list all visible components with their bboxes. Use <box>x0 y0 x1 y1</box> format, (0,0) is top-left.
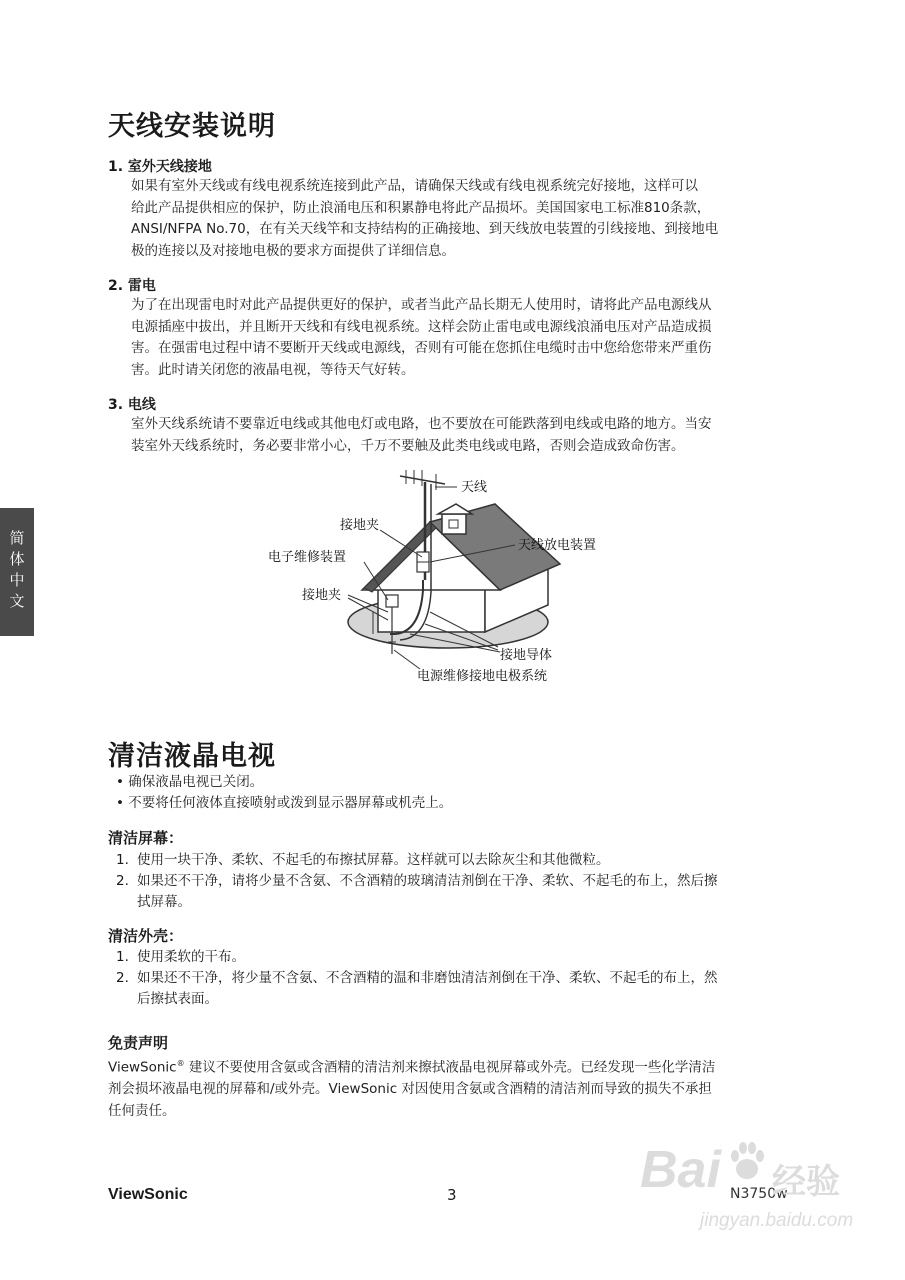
watermark-url: jingyan.baidu.com <box>700 1210 854 1231</box>
clean-screen-item: 如果还不干净，请将少量不含氨、不含酒精的玻璃清洁剂倒在干净、柔软、不起毛的布上，然后擦 <box>137 873 718 889</box>
label-ground-clamp-top: 接地夹 <box>340 518 380 533</box>
clean-case-item-cont: 后擦拭表面。 <box>137 991 218 1007</box>
body-line: 害。此时请关闭您的液晶电视，等待天气好转。 <box>131 361 415 378</box>
section-body-power-lines <box>131 414 712 457</box>
antenna-section-title: 天线安装说明 <box>108 111 276 142</box>
service-box <box>386 595 398 607</box>
disclaimer-brand: ViewSonic <box>108 1059 177 1076</box>
cleaning-bullet: • 确保液晶电视已关闭。 <box>116 774 264 790</box>
label-ground-conductor: 接地导体 <box>500 648 553 663</box>
disclaimer-body <box>108 1053 715 1122</box>
body-line: 电源插座中拔出，并且断开天线和有线电视系统。这样会防止雷电或电源线浪涌电压对产品造成损 <box>131 318 712 335</box>
paw-icon <box>725 1140 769 1184</box>
clean-screen-item-num: 1. <box>116 852 129 868</box>
clean-case-item: 如果还不干净，将少量不含氨、不含酒精的温和非磨蚀清洁剂倒在干净、柔软、不起毛的布上，然 <box>137 970 718 986</box>
label-service-equipment: 电子维修装置 <box>268 550 347 565</box>
clean-screen-item-cont: 拭屏幕。 <box>137 894 191 910</box>
section-body-lightning <box>131 295 712 381</box>
language-side-tab-label: 简体中文 <box>7 530 26 614</box>
footer-page-number: 3 <box>447 1186 457 1204</box>
disclaimer-heading: 免责声明 <box>108 1034 169 1052</box>
clean-case-item-num: 1. <box>116 949 129 965</box>
cleaning-bullet: • 不要将任何液体直接喷射或泼到显示器屏幕或机壳上。 <box>116 795 453 811</box>
body-line: 为了在出现雷电时对此产品提供更好的保护，或者当此产品长期无人使用时，请将此产品电源线从 <box>131 297 712 313</box>
footer-brand: ViewSonic <box>108 1186 188 1203</box>
section-body-outdoor-grounding <box>131 176 718 262</box>
clean-case-heading: 清洁外壳： <box>108 927 184 945</box>
body-line: 给此产品提供相应的保护，防止浪涌电压和积累静电将此产品损坏。美国国家电工标准810条款， <box>131 199 711 216</box>
leader-electrode <box>394 650 420 669</box>
body-line: 极的连接以及对接地电极的要求方面提供了详细信息。 <box>131 242 455 259</box>
disclaimer-line <box>108 1053 715 1079</box>
body-line: ANSI/NFPA No.70，在有关天线竿和支持结构的正确接地、到天线放电装置的引线接地、到接地电 <box>131 221 719 237</box>
clean-screen-heading: 清洁屏幕： <box>108 829 184 847</box>
body-line: 害。在强雷电过程中请不要断开天线或电源线，否则有可能在您抓住电缆时击中您给您带来严重伤 <box>131 340 712 356</box>
cleaning-section-title: 清洁液晶电视 <box>108 741 276 772</box>
body-line: 室外天线系统请不要靠近电线或其他电灯或电路，也不要放在可能跌落到电线或电路的地方。当安 <box>131 416 712 432</box>
label-discharge-unit: 天线放电装置 <box>518 538 597 553</box>
watermark-logo: Bai <box>640 1141 721 1199</box>
registered-mark: ® <box>176 1059 185 1068</box>
chimney-cap <box>438 504 472 514</box>
label-ground-clamp-bottom: 接地夹 <box>302 588 342 603</box>
antenna-grounding-diagram <box>260 462 620 687</box>
clean-screen-item-num: 2. <box>116 873 129 889</box>
label-antenna: 天线 <box>461 480 488 495</box>
clean-case-item-num: 2. <box>116 970 129 986</box>
disclaimer-line1: 建议不要使用含氨或含酒精的清洁剂来擦拭液晶电视屏幕或外壳。已经发现一些化学清洁 <box>184 1059 716 1076</box>
disclaimer-line2: 剂会损坏液晶电视的屏幕和/或外壳。ViewSonic 对因使用含氨或含酒精的清洁剂而导致的损失不承担 <box>108 1081 712 1097</box>
body-line: 装室外天线系统时，务必要非常小心，千万不要触及此类电线或电路，否则会造成致命伤害。 <box>131 437 685 454</box>
watermark-cn: 经验 <box>772 1163 840 1201</box>
disclaimer-line3: 任何责任。 <box>108 1102 176 1119</box>
section-heading-power-lines: 3. 电线 <box>108 397 156 413</box>
clean-case-item: 使用柔软的干布。 <box>137 949 245 965</box>
section-heading-lightning: 2. 雷电 <box>108 278 156 294</box>
label-electrode-system: 电源维修接地电极系统 <box>417 669 548 684</box>
section-heading-outdoor-grounding: 1. 室外天线接地 <box>108 159 212 175</box>
chimney-window <box>449 520 458 528</box>
language-side-tab <box>0 508 34 636</box>
clean-screen-item: 使用一块干净、柔软、不起毛的布擦拭屏幕。这样就可以去除灰尘和其他微粒。 <box>137 852 610 868</box>
footer-model: N3750w <box>730 1186 788 1202</box>
body-line: 如果有室外天线或有线电视系统连接到此产品，请确保天线或有线电视系统完好接地，这样可以 <box>131 178 698 194</box>
